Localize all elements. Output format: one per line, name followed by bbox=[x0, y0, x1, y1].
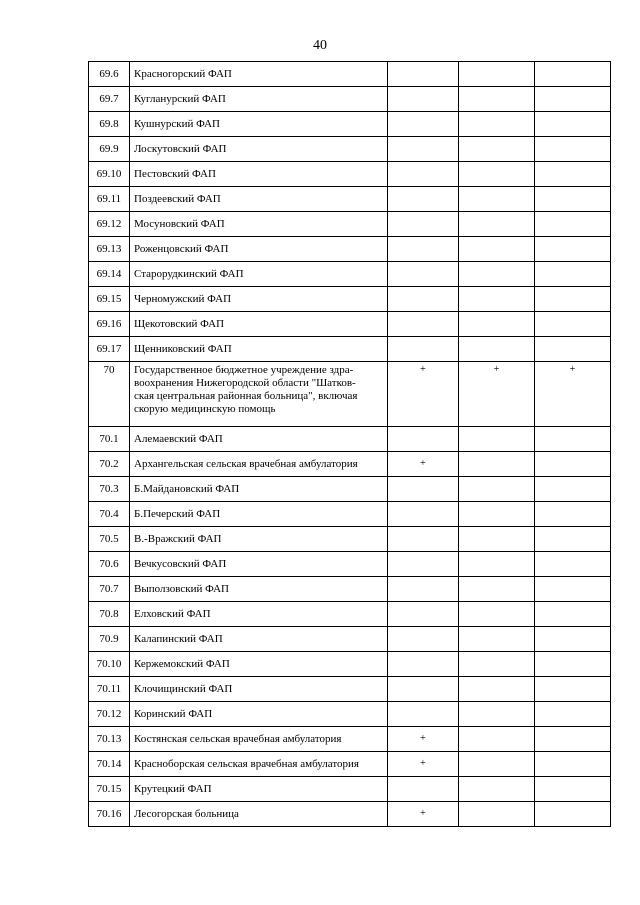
mark-col-1 bbox=[388, 187, 459, 212]
mark-col-2 bbox=[459, 577, 535, 602]
page-number: 40 bbox=[313, 38, 327, 53]
mark-col-2 bbox=[459, 727, 535, 752]
mark-col-3 bbox=[535, 652, 611, 677]
table-row bbox=[89, 627, 611, 652]
facility-name: Елховский ФАП bbox=[130, 602, 388, 627]
mark-col-2 bbox=[459, 802, 535, 827]
mark-col-1 bbox=[388, 702, 459, 727]
facility-name: Кержемокский ФАП bbox=[130, 652, 388, 677]
mark-col-2 bbox=[459, 427, 535, 452]
mark-col-2 bbox=[459, 87, 535, 112]
mark-col-1 bbox=[388, 777, 459, 802]
table-row bbox=[89, 337, 611, 362]
table-row bbox=[89, 577, 611, 602]
table-row bbox=[89, 502, 611, 527]
mark-col-1 bbox=[388, 577, 459, 602]
facility-name: Алемаевский ФАП bbox=[130, 427, 388, 452]
mark-col-3 bbox=[535, 602, 611, 627]
facility-name: Клочищинский ФАП bbox=[130, 677, 388, 702]
row-number: 70.6 bbox=[89, 552, 130, 577]
mark-col-1 bbox=[388, 652, 459, 677]
table-row bbox=[89, 652, 611, 677]
facility-name: Старорудкинский ФАП bbox=[130, 262, 388, 287]
mark-col-3 bbox=[535, 237, 611, 262]
mark-col-2 bbox=[459, 677, 535, 702]
mark-col-3: + bbox=[535, 362, 611, 427]
mark-col-3 bbox=[535, 702, 611, 727]
mark-col-3 bbox=[535, 552, 611, 577]
mark-col-2 bbox=[459, 527, 535, 552]
facility-name: Поздеевский ФАП bbox=[130, 187, 388, 212]
row-number: 69.14 bbox=[89, 262, 130, 287]
row-number: 70.14 bbox=[89, 752, 130, 777]
facility-name: Архангельская сельская врачебная амбулатория bbox=[130, 452, 388, 477]
mark-col-1 bbox=[388, 162, 459, 187]
mark-col-2 bbox=[459, 62, 535, 87]
mark-col-2 bbox=[459, 777, 535, 802]
row-number: 70.4 bbox=[89, 502, 130, 527]
mark-col-2 bbox=[459, 337, 535, 362]
row-number: 69.6 bbox=[89, 62, 130, 87]
mark-col-3 bbox=[535, 727, 611, 752]
mark-col-3 bbox=[535, 502, 611, 527]
mark-col-2 bbox=[459, 627, 535, 652]
mark-col-2 bbox=[459, 452, 535, 477]
table-row bbox=[89, 287, 611, 312]
row-number: 69.15 bbox=[89, 287, 130, 312]
table-row bbox=[89, 777, 611, 802]
mark-col-3 bbox=[535, 577, 611, 602]
row-number: 70.13 bbox=[89, 727, 130, 752]
mark-col-3 bbox=[535, 137, 611, 162]
facility-name: Щекотовский ФАП bbox=[130, 312, 388, 337]
mark-col-1: + bbox=[388, 727, 459, 752]
row-number: 70.8 bbox=[89, 602, 130, 627]
table-body bbox=[89, 62, 611, 827]
mark-col-2 bbox=[459, 502, 535, 527]
mark-col-1: + bbox=[388, 362, 459, 427]
table-row bbox=[89, 237, 611, 262]
facility-name: Выползовский ФАП bbox=[130, 577, 388, 602]
facility-name: Крутецкий ФАП bbox=[130, 777, 388, 802]
row-number: 69.16 bbox=[89, 312, 130, 337]
mark-col-3 bbox=[535, 752, 611, 777]
table-row bbox=[89, 112, 611, 137]
table-row bbox=[89, 677, 611, 702]
row-number: 70.11 bbox=[89, 677, 130, 702]
mark-col-1 bbox=[388, 262, 459, 287]
row-number: 70.3 bbox=[89, 477, 130, 502]
facility-name: Лесогорская больница bbox=[130, 802, 388, 827]
table-row bbox=[89, 87, 611, 112]
facility-name: Коринский ФАП bbox=[130, 702, 388, 727]
mark-col-3 bbox=[535, 212, 611, 237]
table-row bbox=[89, 727, 611, 752]
mark-col-2: + bbox=[459, 362, 535, 427]
row-number: 70.1 bbox=[89, 427, 130, 452]
table-row bbox=[89, 527, 611, 552]
mark-col-3 bbox=[535, 162, 611, 187]
mark-col-3 bbox=[535, 287, 611, 312]
row-number: 69.17 bbox=[89, 337, 130, 362]
mark-col-2 bbox=[459, 162, 535, 187]
mark-col-3 bbox=[535, 187, 611, 212]
mark-col-1 bbox=[388, 287, 459, 312]
row-number: 70.5 bbox=[89, 527, 130, 552]
facility-name: Кушнурский ФАП bbox=[130, 112, 388, 137]
mark-col-1 bbox=[388, 477, 459, 502]
table-row bbox=[89, 137, 611, 162]
mark-col-2 bbox=[459, 237, 535, 262]
mark-col-2 bbox=[459, 262, 535, 287]
row-number: 70.12 bbox=[89, 702, 130, 727]
facility-name: Кугланурский ФАП bbox=[130, 87, 388, 112]
mark-col-1: + bbox=[388, 452, 459, 477]
row-number: 70 bbox=[89, 362, 130, 427]
table-row bbox=[89, 262, 611, 287]
mark-col-1: + bbox=[388, 802, 459, 827]
row-number: 70.15 bbox=[89, 777, 130, 802]
mark-col-2 bbox=[459, 212, 535, 237]
facility-name: В.-Вражский ФАП bbox=[130, 527, 388, 552]
table-row bbox=[89, 212, 611, 237]
facility-name: Костянская сельская врачебная амбулатория bbox=[130, 727, 388, 752]
mark-col-3 bbox=[535, 87, 611, 112]
mark-col-1 bbox=[388, 527, 459, 552]
mark-col-3 bbox=[535, 262, 611, 287]
mark-col-2 bbox=[459, 137, 535, 162]
mark-col-2 bbox=[459, 702, 535, 727]
row-number: 69.12 bbox=[89, 212, 130, 237]
table-row bbox=[89, 602, 611, 627]
facility-name: Красноборская сельская врачебная амбулатория bbox=[130, 752, 388, 777]
mark-col-3 bbox=[535, 527, 611, 552]
facility-name: Вечкусовский ФАП bbox=[130, 552, 388, 577]
mark-col-3 bbox=[535, 337, 611, 362]
mark-col-1 bbox=[388, 627, 459, 652]
mark-col-1 bbox=[388, 137, 459, 162]
row-number: 69.9 bbox=[89, 137, 130, 162]
facility-name: Б.Печерский ФАП bbox=[130, 502, 388, 527]
facility-name: Щенниковский ФАП bbox=[130, 337, 388, 362]
mark-col-1 bbox=[388, 337, 459, 362]
mark-col-1 bbox=[388, 552, 459, 577]
mark-col-3 bbox=[535, 627, 611, 652]
facility-name: Калапинский ФАП bbox=[130, 627, 388, 652]
mark-col-1 bbox=[388, 112, 459, 137]
facility-name: Б.Майдановский ФАП bbox=[130, 477, 388, 502]
facility-name: Роженцовский ФАП bbox=[130, 237, 388, 262]
table-row bbox=[89, 477, 611, 502]
mark-col-2 bbox=[459, 187, 535, 212]
table-row bbox=[89, 552, 611, 577]
row-number: 69.8 bbox=[89, 112, 130, 137]
mark-col-1 bbox=[388, 427, 459, 452]
table-row bbox=[89, 702, 611, 727]
mark-col-3 bbox=[535, 452, 611, 477]
mark-col-2 bbox=[459, 652, 535, 677]
mark-col-2 bbox=[459, 112, 535, 137]
facility-name: Пестовский ФАП bbox=[130, 162, 388, 187]
mark-col-1 bbox=[388, 602, 459, 627]
mark-col-3 bbox=[535, 312, 611, 337]
mark-col-1 bbox=[388, 312, 459, 337]
row-number: 70.7 bbox=[89, 577, 130, 602]
row-number: 70.10 bbox=[89, 652, 130, 677]
row-number: 70.2 bbox=[89, 452, 130, 477]
row-number: 70.9 bbox=[89, 627, 130, 652]
facility-name: Государственное бюджетное учреждение здра- воохранения Нижегородской области "Шатков- ская центральная районная больница", включая скорую медицинскую помощь bbox=[130, 362, 388, 427]
table-row bbox=[89, 62, 611, 87]
facilities-table bbox=[88, 61, 611, 827]
mark-col-2 bbox=[459, 477, 535, 502]
table-row bbox=[89, 802, 611, 827]
row-number: 70.16 bbox=[89, 802, 130, 827]
table-row bbox=[89, 162, 611, 187]
mark-col-2 bbox=[459, 552, 535, 577]
mark-col-1 bbox=[388, 502, 459, 527]
row-number: 69.7 bbox=[89, 87, 130, 112]
mark-col-1 bbox=[388, 677, 459, 702]
mark-col-1 bbox=[388, 62, 459, 87]
mark-col-1 bbox=[388, 87, 459, 112]
row-number: 69.11 bbox=[89, 187, 130, 212]
mark-col-2 bbox=[459, 602, 535, 627]
mark-col-2 bbox=[459, 752, 535, 777]
mark-col-3 bbox=[535, 777, 611, 802]
table-row bbox=[89, 362, 611, 427]
facility-name: Красногорский ФАП bbox=[130, 62, 388, 87]
facility-name: Черномужский ФАП bbox=[130, 287, 388, 312]
mark-col-3 bbox=[535, 62, 611, 87]
mark-col-2 bbox=[459, 287, 535, 312]
mark-col-1: + bbox=[388, 752, 459, 777]
mark-col-3 bbox=[535, 427, 611, 452]
mark-col-3 bbox=[535, 802, 611, 827]
facility-name: Лоскутовский ФАП bbox=[130, 137, 388, 162]
table-row bbox=[89, 752, 611, 777]
table-row bbox=[89, 312, 611, 337]
mark-col-3 bbox=[535, 677, 611, 702]
table-row bbox=[89, 427, 611, 452]
facility-name: Мосуновский ФАП bbox=[130, 212, 388, 237]
table-row bbox=[89, 187, 611, 212]
row-number: 69.13 bbox=[89, 237, 130, 262]
mark-col-3 bbox=[535, 477, 611, 502]
mark-col-3 bbox=[535, 112, 611, 137]
row-number: 69.10 bbox=[89, 162, 130, 187]
mark-col-1 bbox=[388, 237, 459, 262]
mark-col-2 bbox=[459, 312, 535, 337]
mark-col-1 bbox=[388, 212, 459, 237]
table-row bbox=[89, 452, 611, 477]
